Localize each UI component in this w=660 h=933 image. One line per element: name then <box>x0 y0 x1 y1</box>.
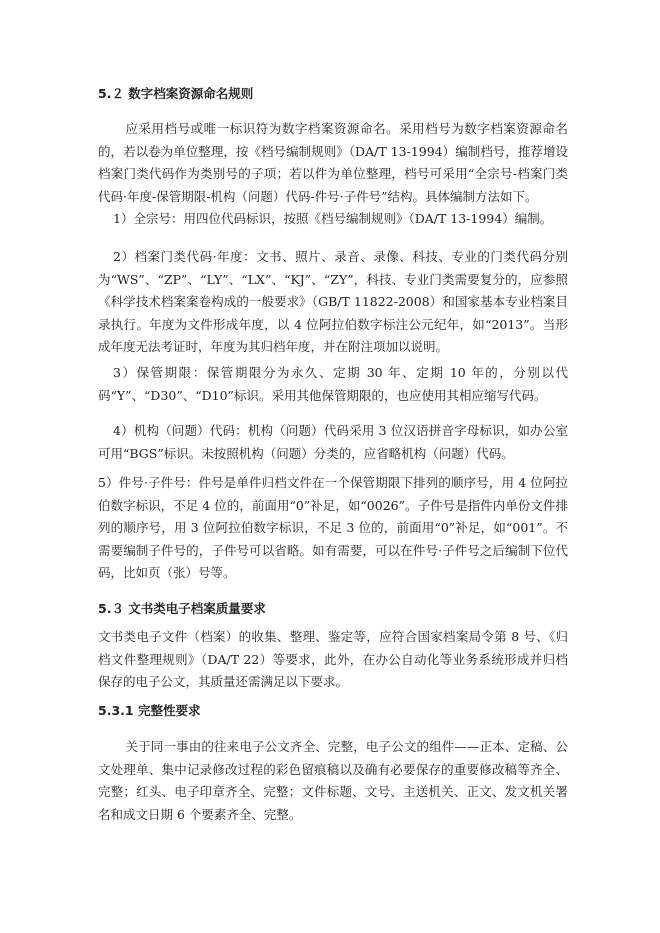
section-5-3-intro: 文书类电子文件（档案）的收集、整理、鉴定等，应符合国家档案局令第 8 号、《归档文件整理规则》（DA/T 22）等要求，此外，在办公自动化等业务系统形成并归档保存的电子公文，其质量还需满足以下要求。 <box>98 629 568 689</box>
section-5-3-1-body: 关于同一事由的往来电子公文齐全、完整，电子公文的组件——正本、定稿、公文处理单、集中记录修改过程的彩色留痕稿以及确有必要保存的重要修改稿等齐全、完整；红头、电子印章齐全、完整；文件标题、文号、主送机关、正文、发文机关署名和成文日期 6 个要素齐全、完整。 <box>98 739 568 822</box>
section-5-2-item-2: 2）档案门类代码·年度：文书、照片、录音、录像、科技、专业的门类代码分别为“WS”、“ZP”、“LY”、“LX”、“KJ”、“ZY”，科技、专业门类需要复分的，应参照《科学技术档案案卷构成的一般要求》（GB/T 11822-2008）和国家基本专业档案目录执行。年度为文件形成年度，以 4 位阿拉伯数字标注公元纪年，如“2013”。当形成年度无法考证时，年度为其归档年度，并在附注项加以说明。 <box>98 249 568 354</box>
section-5-2-item-3: 3）保管期限：保管期限分为永久、定期 30 年、定期 10 年的，分别以代码“Y”、“D30”、“D10”标识。采用其他保管期限的，也应使用其相应缩写代码。 <box>98 365 568 403</box>
section-5-2-intro: 应采用档号或唯一标识符为数字档案资源命名。采用档号为数字档案资源命名的，若以卷为单位整理，按《档号编制规则》（DA/T 13-1994）编制档号，推荐增设档案门类代码作为类别号的子项；若以件为单位整理，档号可采用“全宗号-档案门类代码·年度-保管期限-机构（问题）代码-件号·子件号”结构。具体编制方法如下。 <box>98 121 568 204</box>
section-5-2-item-4: 4）机构（问题）代码：机构（问题）代码采用 3 位汉语拼音字母标识，如办公室可用“BGS”标识。未按照机构（问题）分类的，应省略机构（问题）代码。 <box>98 423 568 461</box>
section-5-2-heading: 5.２ 数字档案资源命名规则 <box>98 86 254 101</box>
section-5-3-1-heading: 5.3.1 完整性要求 <box>98 703 201 718</box>
section-5-3-heading: 5.３ 文书类电子档案质量要求 <box>98 601 266 616</box>
section-5-2-item-1: 1）全宗号：用四位代码标识，按照《档号编制规则》（DA/T 13-1994）编制。 <box>113 211 553 226</box>
section-5-2-item-5: 5）件号·子件号：件号是单件归档文件在一个保管期限下排列的顺序号，用 4 位阿拉伯数字标识，不足 4 位的，前面用“0”补足，如“0026”。子件号是指件内单份文件排列的顺序号，用 3 位阿拉伯数字标识，不足 3 位的，前面用“0”补足，如“001”。不需要编制子件号的，子件号可以省略。如有需要，可以在件号·子件号之后编制下位代码，比如页（张）号等。 <box>98 475 568 580</box>
